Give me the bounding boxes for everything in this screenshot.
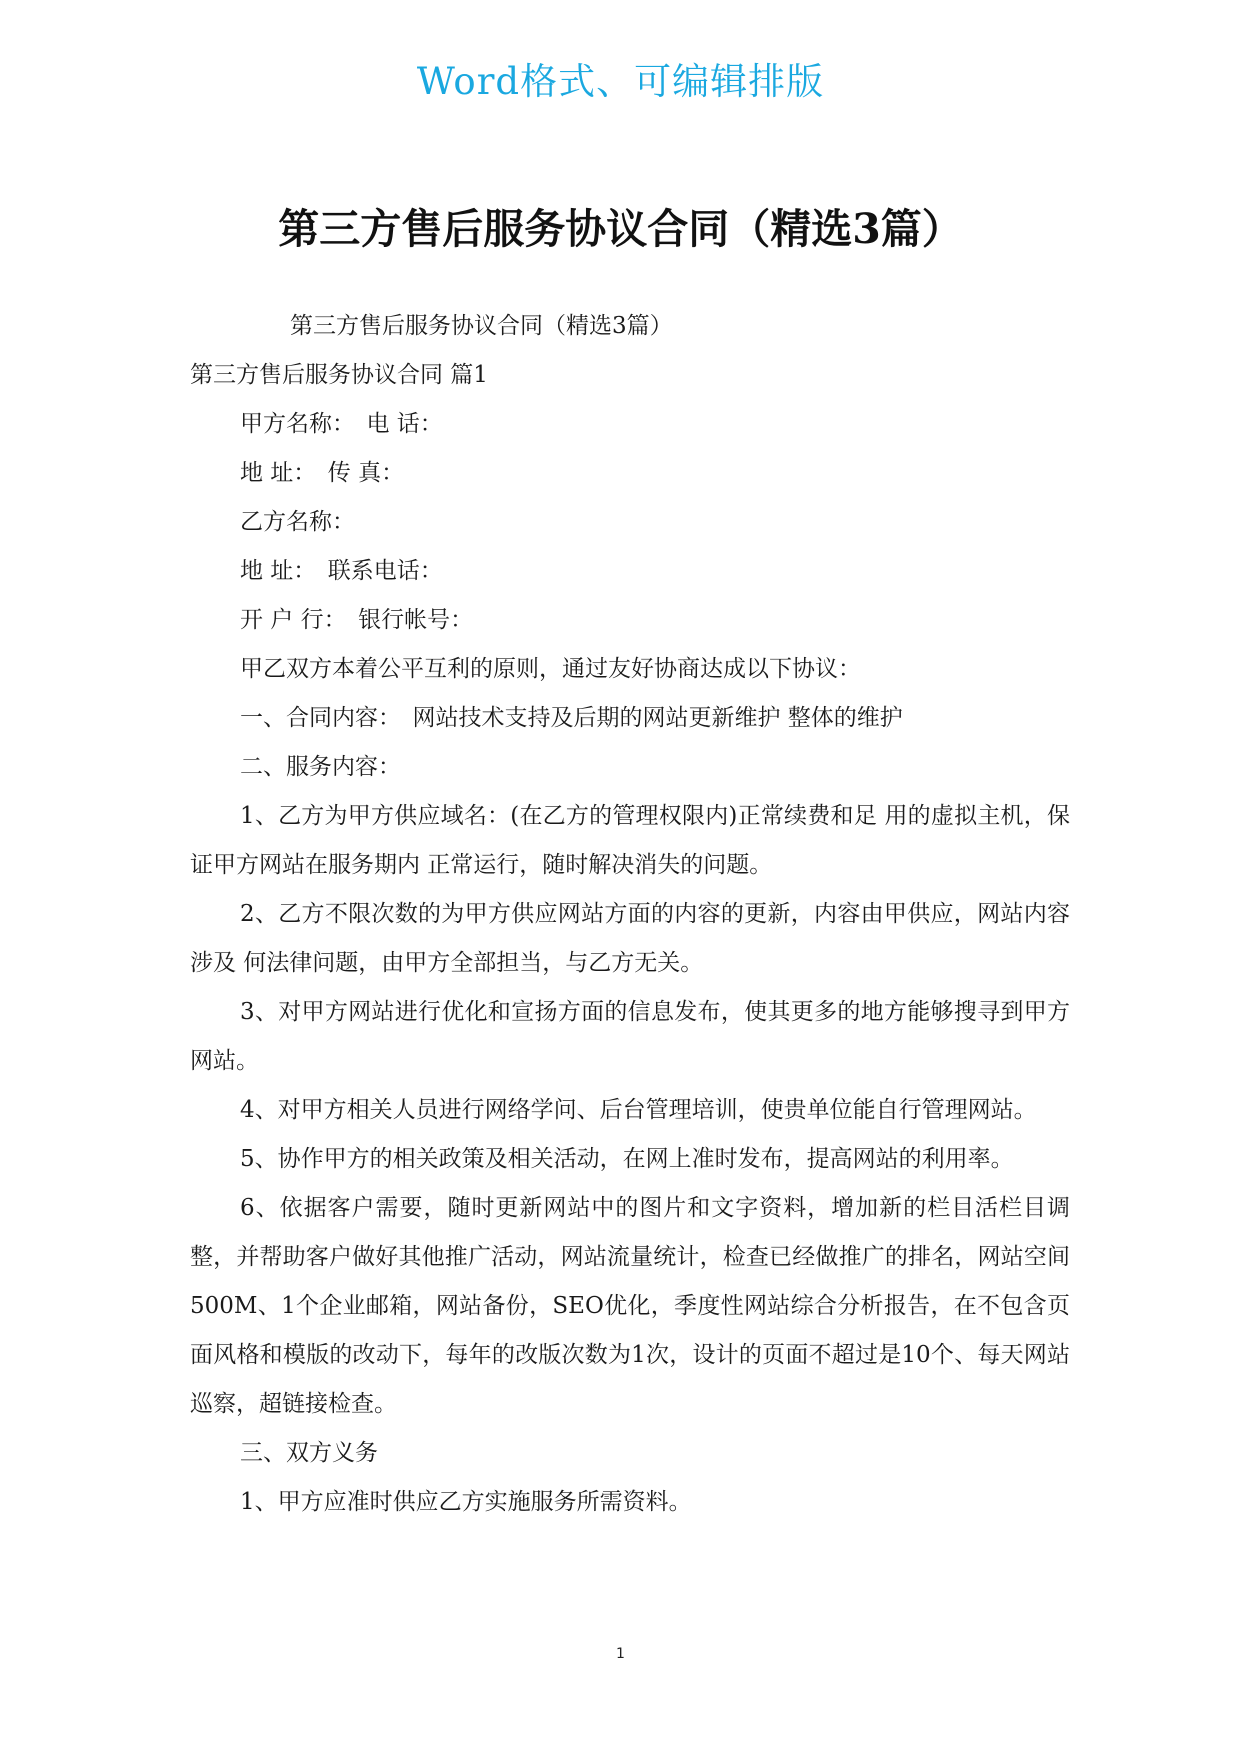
clause-three-heading: 三、双方义务 [240,1440,378,1466]
intro-paragraph: 甲乙双方本着公平互利的原则，通过友好协商达成以下协议： [240,656,861,682]
page-number: 1 [616,1646,625,1662]
service-item-1: 1、乙方为甲方供应域名：(在乙方的管理权限内)正常续费和足 用的虚拟主机，保证甲方网站在服务期内 正常运行，随时解决消失的问题。 [190,803,1070,878]
field-party-b: 乙方名称： [240,509,355,535]
field-address-a: 地 址： 传 真： [240,460,405,486]
service-item-4: 4、对甲方相关人员进行网络学问、后台管理培训，使贵单位能自行管理网站。 [240,1097,1037,1123]
service-item-5: 5、协作甲方的相关政策及相关活动，在网上准时发布，提高网站的利用率。 [240,1146,1014,1172]
clause-two-heading: 二、服务内容： [240,754,401,780]
service-item-3: 3、对甲方网站进行优化和宣扬方面的信息发布，使其更多的地方能够搜寻到甲方网站。 [190,999,1070,1074]
clause-one: 一、合同内容： 网站技术支持及后期的网站更新维护 整体的维护 [240,705,903,731]
service-item-6: 6、依据客户需要，随时更新网站中的图片和文字资料，增加新的栏目活栏目调整，并帮助客户做好其他推广活动，网站流量统计，检查已经做推广的排名，网站空间500M、1个企业邮箱，网站备份，SEO优化，季度性网站综合分析报告，在不包含页面风格和模版的改动下，每年的改版次数为1次，设计的页面不超过是10个、每天网站巡察，超链接检查。 [190,1195,1070,1417]
section-heading: 第三方售后服务协议合同 篇1 [190,362,488,388]
obligation-item-1: 1、甲方应准时供应乙方实施服务所需资料。 [240,1489,692,1515]
field-party-a: 甲方名称： 电 话： [240,411,443,437]
service-item-2: 2、乙方不限次数的为甲方供应网站方面的内容的更新，内容由甲供应，网站内容涉及 何法律问题，由甲方全部担当，与乙方无关。 [190,901,1070,976]
document-title: 第三方售后服务协议合同（精选3篇） [278,205,963,253]
document-subtitle: 第三方售后服务协议合同（精选3篇） [290,313,673,339]
field-address-b: 地 址： 联系电话： [240,558,443,584]
header-banner: Word格式、可编辑排版 [416,60,825,103]
field-bank: 开 户 行： 银行帐号： [240,607,474,633]
document-body [190,302,1070,1527]
